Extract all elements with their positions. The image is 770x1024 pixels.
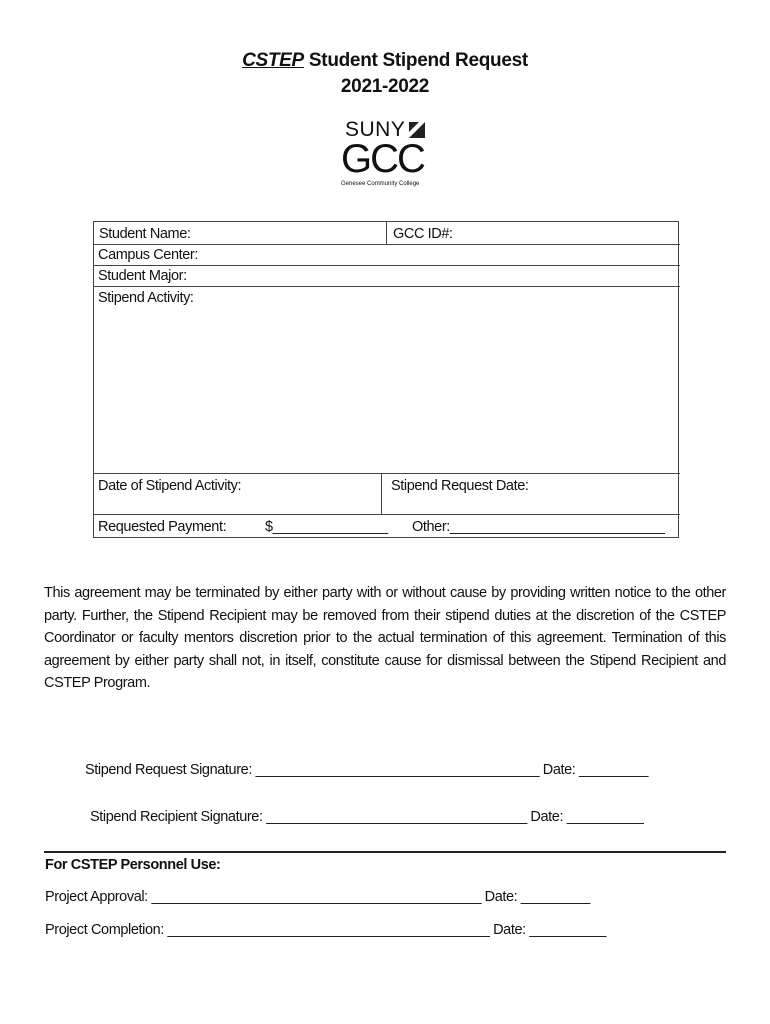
stipend-form-table — [93, 221, 679, 538]
row-divider — [94, 473, 680, 474]
student-name-label[interactable]: Student Name: — [99, 226, 191, 242]
gcc-id-label[interactable]: GCC ID#: — [393, 226, 453, 242]
column-divider — [381, 473, 382, 514]
column-divider — [386, 222, 387, 244]
row-divider — [94, 265, 680, 266]
section-divider — [44, 851, 726, 853]
college-logo — [335, 118, 435, 194]
stipend-activity-label[interactable]: Stipend Activity: — [98, 290, 194, 306]
request-date-label[interactable]: Stipend Request Date: — [391, 478, 529, 494]
logo-suny-text: SUNY — [345, 118, 406, 141]
campus-center-label[interactable]: Campus Center: — [98, 247, 198, 263]
title-year: 2021-2022 — [340, 76, 430, 97]
project-completion-line[interactable]: Project Completion: __________________________________________ Date: __________ — [45, 922, 607, 938]
student-major-label[interactable]: Student Major: — [98, 268, 187, 284]
title-text: Student Stipend Request — [303, 50, 528, 71]
page-title — [0, 48, 770, 100]
activity-date-label[interactable]: Date of Stipend Activity: — [98, 478, 242, 494]
payment-amount-field[interactable]: $_______________ — [265, 519, 388, 535]
logo-college-name: Genesee Community College — [341, 181, 420, 187]
row-divider — [94, 286, 680, 287]
agreement-paragraph: This agreement may be terminated by either party with or without cause by providing written notice to the other party. Further, the Stipend Recipient may be removed from their stipend duties at the discretion of the CSTEP Coordinator or faculty mentors discretion prior to the actual termination of this agreement. Termination of this agreement by either party shall not, in itself, constitute cause for dismissal between the Stipend Recipient and CSTEP Program. — [44, 585, 726, 691]
logo-gcc-text: GCC — [341, 137, 424, 181]
title-program: CSTEP — [242, 50, 304, 71]
other-field[interactable]: Other:____________________________ — [412, 519, 665, 535]
personnel-heading: For CSTEP Personnel Use: — [45, 857, 221, 873]
request-signature-line[interactable]: Stipend Request Signature: _____________________________________ Date: _________ — [85, 762, 649, 778]
row-divider — [94, 244, 680, 245]
requested-payment-label[interactable]: Requested Payment: — [98, 519, 227, 535]
recipient-signature-line[interactable]: Stipend Recipient Signature: __________________________________ Date: __________ — [90, 809, 644, 825]
project-approval-line[interactable]: Project Approval: ___________________________________________ Date: _________ — [45, 889, 590, 905]
title-line — [0, 48, 770, 74]
row-divider — [94, 514, 680, 515]
